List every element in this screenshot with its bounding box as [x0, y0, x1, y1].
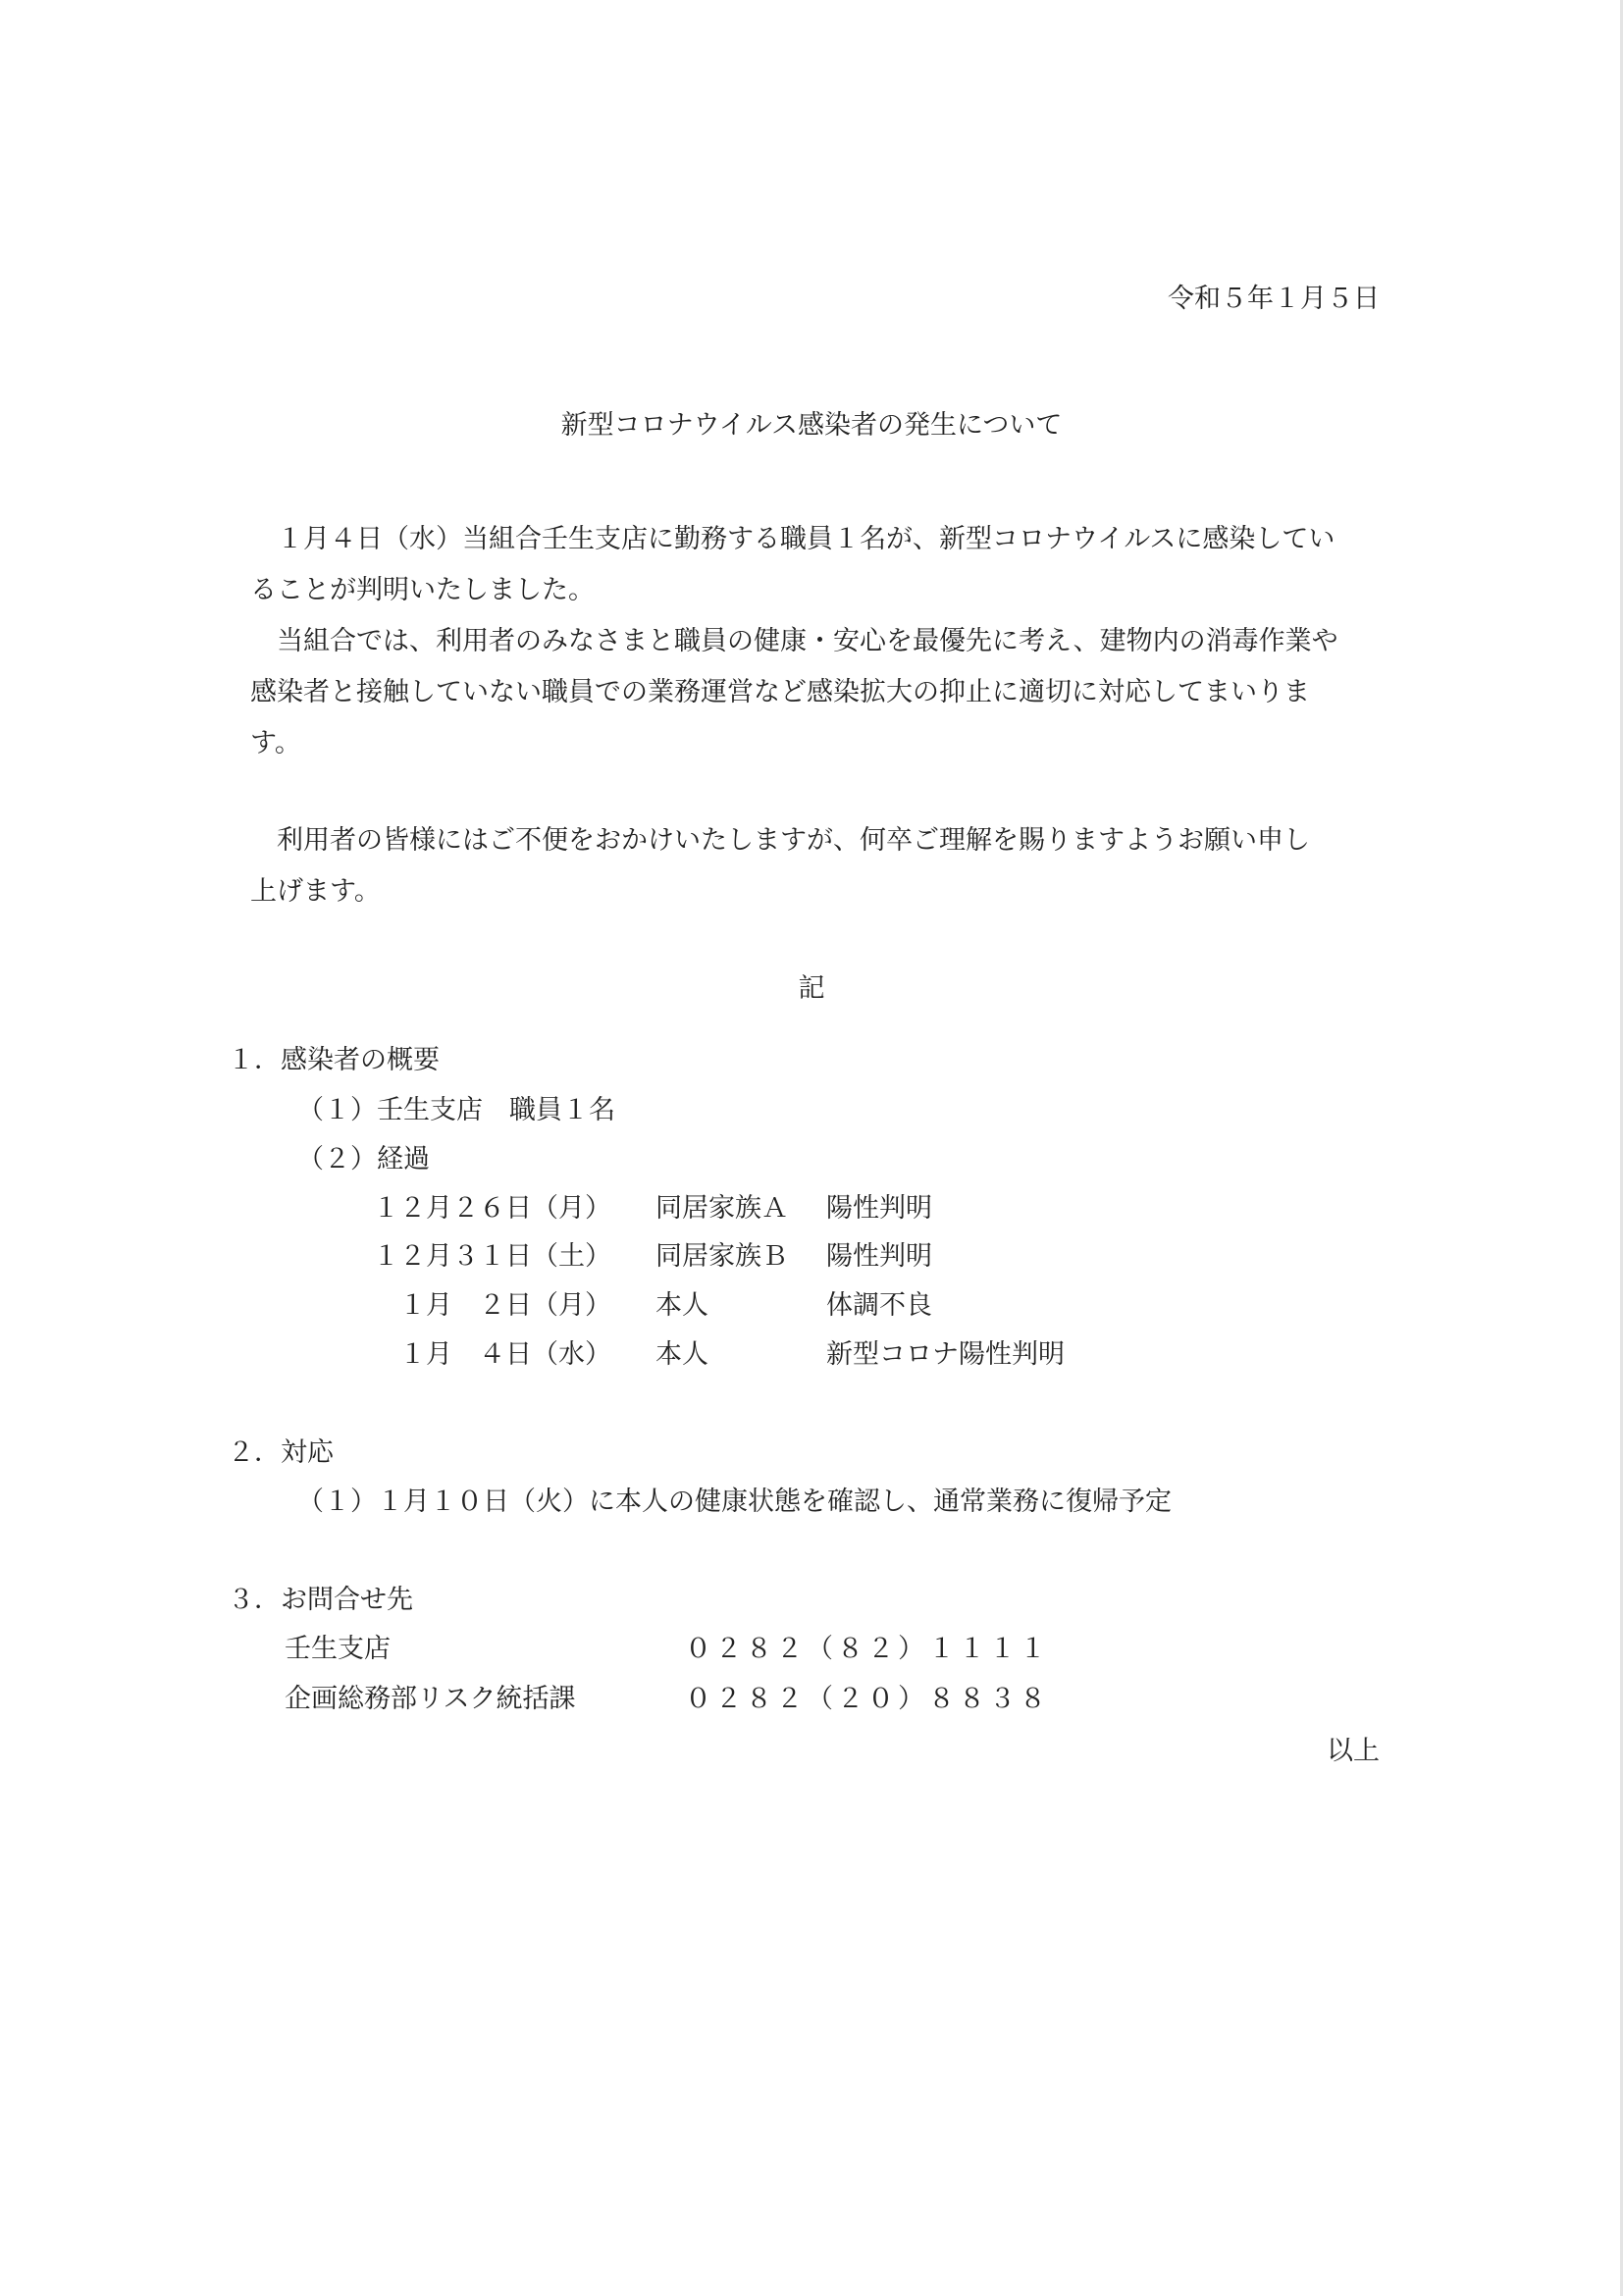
- section-heading: １．感染者の概要: [228, 1045, 440, 1075]
- contact-phone: ０２８２（２０）８８３８: [685, 1684, 1050, 1714]
- timeline-person: 本人: [655, 1339, 708, 1370]
- paragraph-line: 当組合では、利用者のみなさまと職員の健康・安心を最優先に考え、建物内の消毒作業や: [250, 626, 1338, 656]
- paragraph-line: １月４日（水）当組合壬生支店に勤務する職員１名が、新型コロナウイルスに感染してい: [250, 524, 1335, 554]
- section-heading: ３．お問合せ先: [228, 1585, 413, 1615]
- section-item: （１）壬生支店 職員１名: [297, 1095, 615, 1125]
- timeline-row: [373, 1288, 1158, 1324]
- paragraph-line: 上げます。: [250, 876, 381, 907]
- timeline-date: １２月２６日（月）: [373, 1193, 611, 1224]
- timeline-date: １月 ４日（水）: [373, 1339, 611, 1370]
- contact-name: 企画総務部リスク統括課: [285, 1684, 576, 1714]
- timeline-event: 陽性判明: [826, 1241, 932, 1272]
- contact-name: 壬生支店: [285, 1634, 391, 1664]
- timeline-event: 新型コロナ陽性判明: [826, 1339, 1065, 1370]
- document-title: 新型コロナウイルス感染者の発生について: [560, 410, 1063, 441]
- section-heading: ２．対応: [228, 1437, 334, 1468]
- timeline-event: 陽性判明: [826, 1193, 932, 1224]
- section-item: （１）１月１０日（火）に本人の健康状態を確認し、通常業務に復帰予定: [297, 1487, 1172, 1517]
- contact-row: [285, 1632, 1168, 1667]
- timeline-date: １２月３１日（土）: [373, 1241, 611, 1272]
- timeline-person: 同居家族Ｂ: [655, 1241, 788, 1272]
- timeline-row: [373, 1239, 1158, 1275]
- timeline-event: 体調不良: [826, 1290, 932, 1321]
- paragraph-line: 感染者と接触していない職員での業務運営など感染拡大の抑止に適切に対応してまいりま: [250, 677, 1310, 707]
- timeline-person: 同居家族Ａ: [655, 1193, 788, 1224]
- timeline-person: 本人: [655, 1290, 708, 1321]
- timeline-row: [373, 1337, 1158, 1373]
- timeline-date: １月 ２日（月）: [373, 1290, 611, 1321]
- paragraph-line: す。: [250, 728, 301, 758]
- paragraph-line: ることが判明いたしました。: [250, 575, 595, 605]
- closing-mark: 以上: [1327, 1736, 1380, 1766]
- ki-heading: 記: [798, 973, 825, 1004]
- contact-phone: ０２８２（８２）１１１１: [685, 1634, 1050, 1664]
- section-item: （２）経過: [297, 1144, 430, 1174]
- timeline-row: [373, 1191, 1158, 1226]
- document-date: 令和５年１月５日: [1168, 284, 1380, 314]
- paragraph-line: 利用者の皆様にはご不便をおかけいたしますが、何卒ご理解を賜りますようお願い申し: [250, 825, 1310, 856]
- contact-row: [285, 1682, 1168, 1717]
